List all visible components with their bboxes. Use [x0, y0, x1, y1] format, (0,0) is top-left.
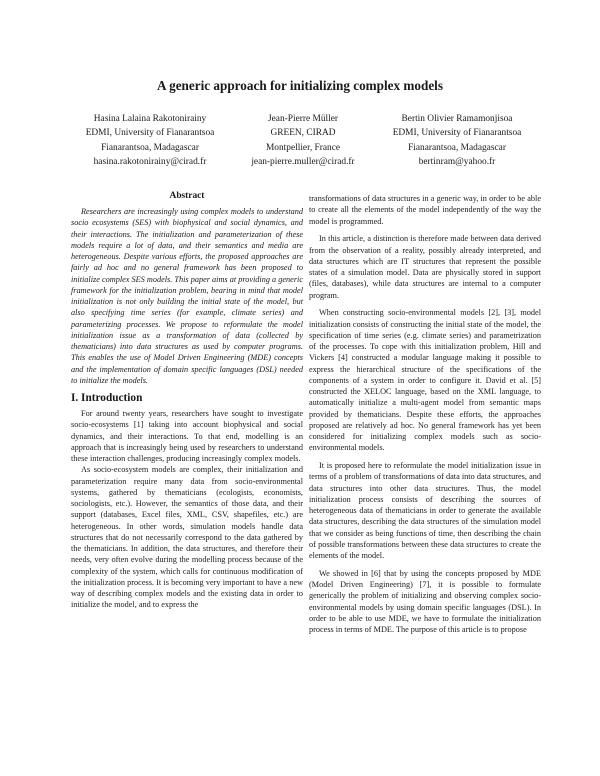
intro-paragraph-1: For around twenty years, researchers have sought to investigate socio-ecosystems [1] taking into account biophysical and social dynamics, and their interactions. To that end, modelling is an approach that is increasingly being used by researchers to understand these interaction challenges, producing increasingly complex models.	[71, 409, 303, 463]
author-location: Fianarantsoa, Madagascar	[101, 142, 199, 153]
author-email: bertinram@yahoo.fr	[418, 156, 496, 167]
author-email: jean-pierre.muller@cirad.fr	[251, 156, 355, 167]
author-affiliation: GREEN, CIRAD	[270, 128, 336, 139]
body-paragraph-4: It is proposed here to reformulate the model initialization issue in terms of a problem of transformations of data into data structures, and data structures into other data structures. Thus, the model initialization process consists of describing the sources of heterogeneous data of thematicians in order to generate the available data structures, describing the data structures of the simulation model that we consider as being functions of time, then describing the chain of possible transformations between these data structures to create the elements of the model.	[309, 461, 541, 560]
abstract-text: Researchers are increasingly using complex models to understand socio ecosystems (SES) with biophysical and social dynamics, and their interactions. The initialization and parameterization of these models require a lot of data, and their semantics and media are heterogeneous. Despite various efforts, the proposed approaches are fairly ad hoc and no general framework has been proposed to initialize complex SES models. This paper aims at providing a generic framework for the initialization problem, bearing in mind that model initialization is not only building the initial state of the model, but also specifying time series (for example, climate series) and parameterizing processes. We propose to reformulate the model initialization issue as a transformation of data (collected by thematicians) into data structures as used by computer programs. This enables the use of Model Driven Engineering (MDE) concepts and the implementation of domain specific languages (DSL) needed to initialize the models.	[71, 207, 303, 385]
right-column	[309, 193, 541, 635]
left-column	[71, 190, 303, 611]
author-name: Jean-Pierre Müller	[267, 114, 339, 124]
author-location: Fianarantsoa, Madagascar	[408, 142, 506, 153]
body-paragraph-2: In this article, a distinction is therefore made between data derived from the observation of a reality, possibly already interpreted, and data structures which are IT structures that represent the possible states of a simulation model. Data are physically stored in support (files, databases), while data structures are internal to a computer program.	[309, 234, 541, 300]
author-location: Montpellier, France	[265, 142, 341, 153]
body-paragraph-5: We showed in [6] that by using the concepts proposed by MDE (Model Driven Engineering) [7], it is possible to formulate generically the problem of initializing and observing complex socio-environmental models by using domain specific languages (DSL). In order to be able to use MDE, we have to formulate the initialization process in terms of MDE. The purpose of this article is to propose	[309, 568, 541, 634]
body-paragraph-3: When constructing socio-environmental models [2], [3], model initialization consists of constructing the initial state of the model, the specification of time series (e.g. climate series) and parametrization of the processes. To cope with this initialization problem, Hill and Vickers [4] constructed a modular language making it possible to express the hierarchical structure of the specifications of the components of a system in order to configure it. David et al. [5] constructed the XELOC language, based on the XML language, to automatically initialize a multi-agent model from semantic maps provided by thematicians. Despite these efforts, the approaches proposed are relatively ad hoc. No general framework has yet been considered for initializing complex models such as socio-environmental models.	[309, 308, 541, 453]
abstract-heading: Abstract	[169, 191, 205, 201]
body-paragraph-1: transformations of data structures in a generic way, in order to be able to create all the elements of the model independently of the way the model is programmed.	[309, 194, 541, 226]
author-name: Hasina Lalaina Rakotonirainy	[93, 114, 207, 124]
author-name: Bertin Olivier Ramamonjisoa	[401, 114, 513, 124]
intro-paragraph-2: As socio-ecosystem models are complex, their initialization and parameterization require many data from socio-environmental systems, gathered by thematicians (ecologists, economists, sociologists, etc.). However, the semantics of those data, and their support (databases, Excel files, XML, CSV, shapefiles, etc.) are heterogeneous. In other words, simulation models handle data structures that do not necessarily correspond to the data gathered by the thematicians. In addition, the data structures, and therefore their needs, very often evolve during the modelling process because of the complexity of the system, which calls for continuous modification of the initialization process. It is becoming very important to have a new way of describing complex models and the existing data in order to initialize the model, and to express the	[71, 465, 303, 610]
author-affiliation: EDMI, University of Fianarantsoa	[85, 128, 215, 139]
author-email: hasina.rakotonirainy@cirad.fr	[93, 156, 207, 167]
paper-title: A generic approach for initializing complex models	[157, 78, 443, 93]
section-heading-introduction: I. Introduction	[71, 392, 143, 404]
author-affiliation: EDMI, University of Fianarantsoa	[392, 128, 522, 139]
author-block-3	[352, 112, 562, 169]
